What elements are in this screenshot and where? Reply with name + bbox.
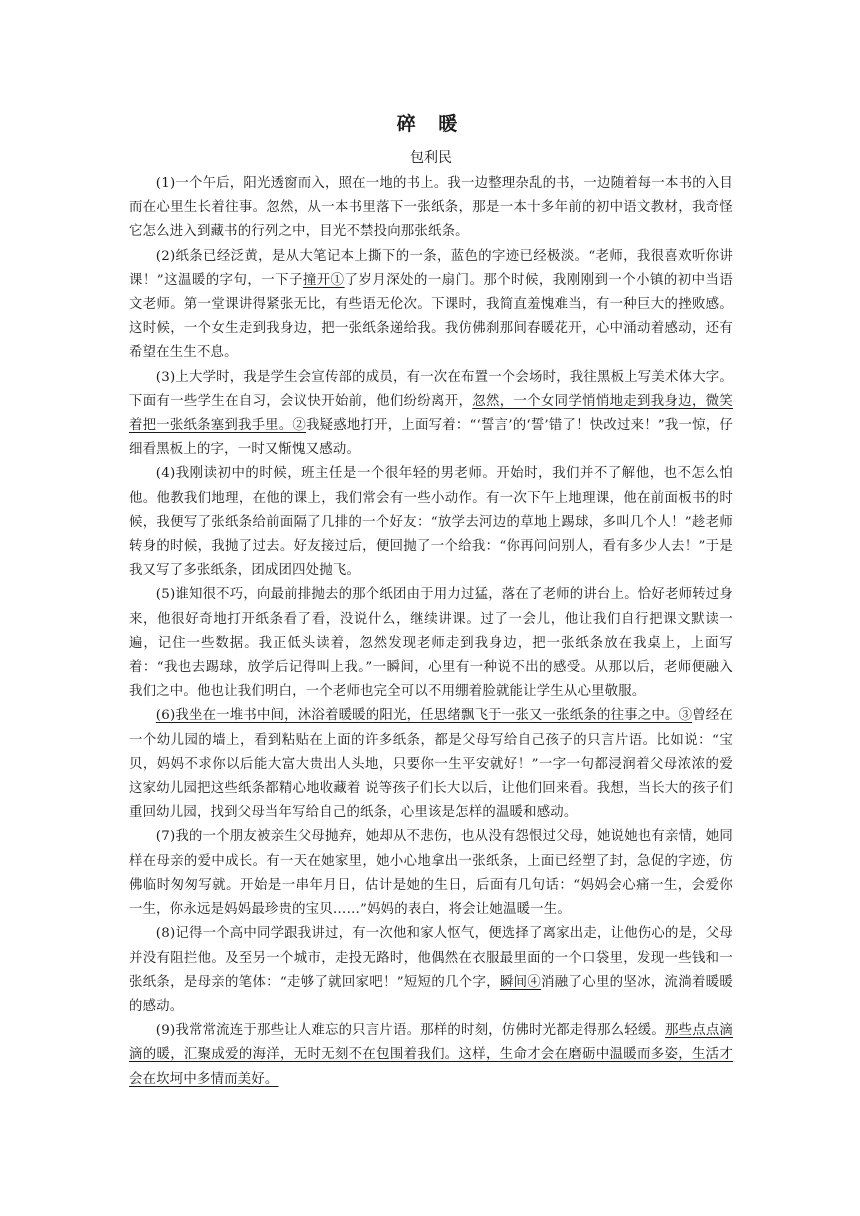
paragraph-5 (129, 583, 733, 704)
paragraph-9-text-a: (9)我常常流连于那些让人难忘的只言片语。那样的时刻，仿佛时光都走得那么轻缓。 (155, 1023, 666, 1039)
underlined-phrase-4: 瞬间④ (499, 974, 542, 990)
paragraph-1-text: (1)一个午后，阳光透窗而入，照在一地的书上。我一边整理杂乱的书，一边随着每一本书的入目而在心里生长着往事。忽然，从一本书里落下一张纸条，那是一本十多年前的初中语文教材，我奇怪它怎么进入到藏书的行列之中，目光不禁投向那张纸条。 (129, 176, 733, 240)
document-page (129, 112, 733, 1092)
paragraph-3-text-a: (3)上大学时，我是学生会宣传部的成员，有一次在布置一个会场时，我往黑板上写美术体大字。下面有一些学生在自习，会议快开始前，他们纷纷离开， (129, 369, 733, 409)
paragraph-3 (129, 366, 733, 463)
paragraph-4-text: (4)我刚读初中的时候，班主任是一个很年轻的男老师。开始时，我们并不了解他，也不怎么怕他。他教我们地理，在他的课上，我们常会有一些小动作。有一次下午上地理课，他在前面板书的时候，我便写了张纸条给前面隔了几排的一个好友：“放学去河边的草地上踢球，多叫几个人！”趁老师转身的时候，我抛了过去。好友接过后，便回抛了一个给我：“你再问问别人，看有多少人去！”于是我又写了多张纸条，团成团四处抛飞。 (129, 466, 733, 579)
paragraph-3-text-b: 我疑惑地打开，上面写着：“‘誓言’的‘誓’错了！快改过来！”我一惊，仔细看黑板上的字，一时又惭愧又感动。 (129, 418, 733, 458)
paragraph-2-text-b: 了岁月深处的一扇门。那个时候，我刚刚到一个小镇的初中当语文老师。第一堂课讲得紧张无比，有些语无伦次。下课时，我简直羞愧难当，有一种巨大的挫败感。这时候，一个女生走到我身边，把一张纸条递给我。我仿佛刹那间春暖花开，心中涌动着感动，还有希望在生生不息。 (129, 272, 733, 361)
paragraph-2 (129, 245, 733, 366)
underlined-closing-sentence: 那些点点滴滴的暖，汇聚成爱的海洋，无时无刻不在包围着我们。这样，生命才会在磨砺中温暖而多姿，生活才会在坎坷中多情而美好。 (129, 1023, 734, 1087)
paragraph-9 (129, 1019, 733, 1092)
paragraph-8-text-b: 消融了心里的坚冰，流淌着暖暖的感动。 (129, 974, 733, 1014)
paragraph-7-text: (7)我的一个朋友被亲生父母抛弃，她却从不悲伤，也从没有怨恨过父母，她说她也有亲情，她同样在母亲的爱中成长。有一天在她家里，她小心地拿出一张纸条，上面已经塑了封，急促的字迹，仿佛临时匆匆写就。开始是一串年月日，估计是她的生日，后面有几句话：“妈妈会心痛一生，会爱你一生，你永远是妈妈最珍贵的宝贝……”妈妈的表白，将会让她温暖一生。 (129, 829, 733, 918)
author-name: 包利民 (410, 150, 452, 166)
article-title: 碎 暖 (396, 113, 466, 135)
paragraph-2-text-a: (2)纸条已经泛黄，是从大笔记本上撕下的一条，蓝色的字迹已经极淡。“老师，我很喜欢听你讲课！”这温暖的字句，一下子 (129, 248, 733, 288)
paragraph-5-text: (5)谁知很不巧，向最前排抛去的那个纸团由于用力过猛，落在了老师的讲台上。恰好老师转过身来，他很好奇地打开纸条看了看，没说什么，继续讲课。过了一会儿，他让我们自行把课文默读一遍，记住一些数据。我正低头读着，忽然发现老师走到我身边，把一张纸条放在我桌上，上面写着：“我也去踢球，放学后记得叫上我。”一瞬间，心里有一种说不出的感受。从那以后，老师便融入我们之中。他也让我们明白，一个老师也完全可以不用绷着脸就能让学生从心里敬服。 (129, 587, 733, 700)
paragraph-6-text-b: 曾经在一个幼儿园的墙上，看到粘贴在上面的许多纸条，都是父母写给自己孩子的只言片语。比如说：“宝贝，妈妈不求你以后能大富大贵出人头地，只要你一生平安就好！”一字一句都浸润着父母浓浓的爱 这家幼儿园把这些纸条都精心地收藏着 说等孩子们长大以后，让他们回来看。我想，当长大的孩子们重回幼儿园，找到父母当年写给自己的纸条，心里该是怎样的温暖和感动。 (129, 708, 733, 821)
paragraph-1 (129, 172, 733, 245)
underlined-sentence-2: 忽然，一个女同学悄悄地走到我身边，微笑着把一张纸条塞到我手里。② (129, 393, 733, 434)
underlined-phrase-1: 撞开① (302, 272, 345, 288)
paragraph-6 (129, 704, 733, 825)
paragraph-7 (129, 825, 733, 922)
paragraph-8 (129, 922, 733, 1019)
paragraph-8-text-a: (8)记得一个高中同学跟我讲过，有一次他和家人怄气，便选择了离家出走，让他伤心的是，父母并没有阻拦他。及至另一个城市，走投无路时，他偶然在衣服最里面的一个口袋里，发现一些钱和一张纸条，是母亲的笔体：“走够了就回家吧！”短短的几个字， (129, 926, 733, 990)
paragraph-4 (129, 462, 733, 583)
underlined-sentence-3: (6)我坐在一堆书中间，沐浴着暖暖的阳光，任思绪飘飞于一张又一张纸条的往事之中。③ (155, 708, 693, 724)
